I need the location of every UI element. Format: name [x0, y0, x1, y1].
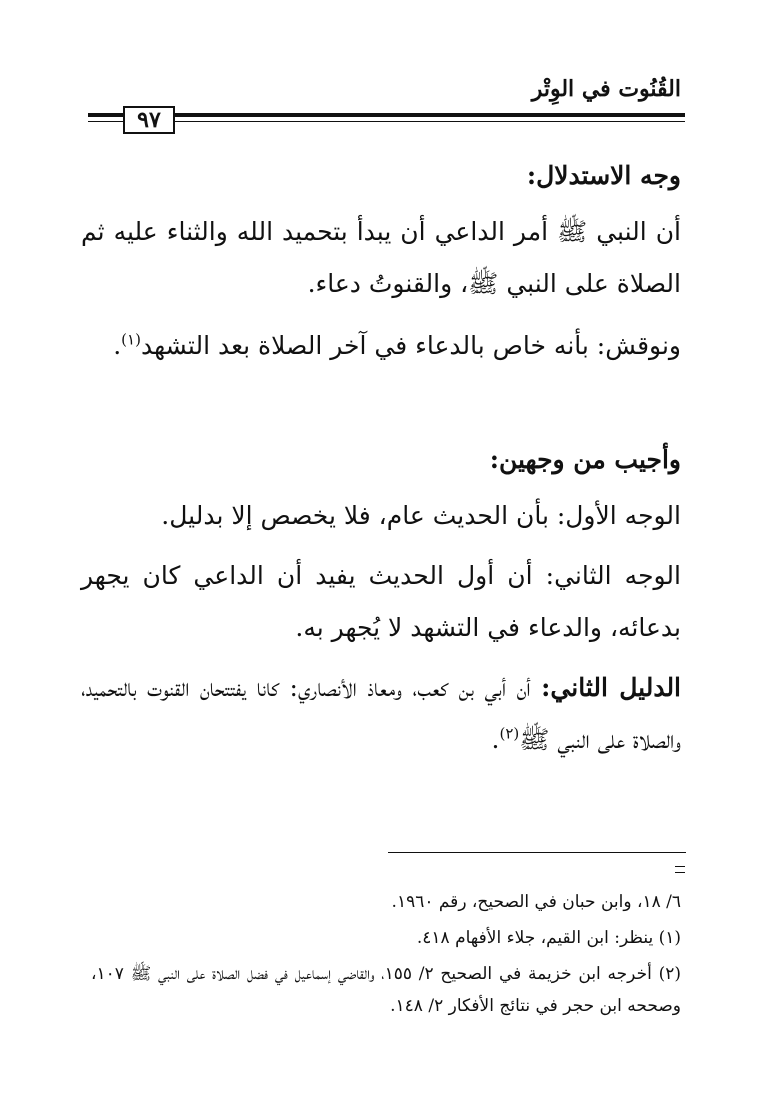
paragraph-objection: [81, 320, 681, 372]
objection-end: .: [113, 331, 122, 360]
objection-text: ونوقش: بأنه خاص بالدعاء في آخر الصلاة بعد التشهد: [140, 331, 681, 360]
second-evidence-end: .: [491, 725, 500, 754]
section-heading-reply: وأجيب من وجهين:: [489, 445, 681, 474]
footnote-2: (٢) أخرجه ابن خزيمة في الصحيح ٢/ ١٥٥، والقاضي إسماعيل في فضل الصلاة على النبي ﷺ ١٠٧، وصححه ابن حجر في نتائج الأفكار ٢/ ١٤٨.: [91, 964, 681, 1016]
footnote-separator: [388, 852, 686, 853]
paragraph-second-aspect: الوجه الثاني: أن أول الحديث يفيد أن الداعي كان يجهر بدعائه، والدعاء في التشهد لا يُجهر به.: [81, 561, 681, 642]
footnote-ref-1: (١): [121, 330, 141, 349]
second-evidence-label: الدليل الثاني:: [541, 673, 682, 702]
footnote-1: (١) ينظر: ابن القيم، جلاء الأفهام ٤١٨.: [416, 928, 681, 948]
section-heading-inference: وجه الاستدلال:: [526, 161, 681, 190]
paragraph-inference: أن النبي ﷺ أمر الداعي أن يبدأ بتحميد الله والثناء عليه ثم الصلاة على النبي ﷺ، والقنوتُ دعاء.: [81, 217, 681, 298]
second-evidence-text: أن أبي بن كعب، ومعاذ الأنصاري: كانا يفتتحان القنوت بالتحميد، والصلاة على النبي ﷺ: [81, 673, 681, 754]
footnote-ref-2: (٢): [499, 724, 520, 743]
footnote-continued: ٦/ ١٨، وابن حبان في الصحيح، رقم ١٩٦٠.: [391, 892, 681, 912]
footnote-continuation-mark: [675, 866, 685, 873]
paragraph-second-evidence: [81, 662, 681, 766]
running-header-title: القُنُوت في الوِتْر: [531, 76, 681, 102]
header-rule-thin: [88, 121, 685, 122]
paragraph-first-aspect: الوجه الأول: بأن الحديث عام، فلا يخصص إلا بدليل.: [161, 501, 681, 530]
page-number: ٩٧: [123, 106, 175, 134]
header-rule-thick: [88, 113, 685, 117]
